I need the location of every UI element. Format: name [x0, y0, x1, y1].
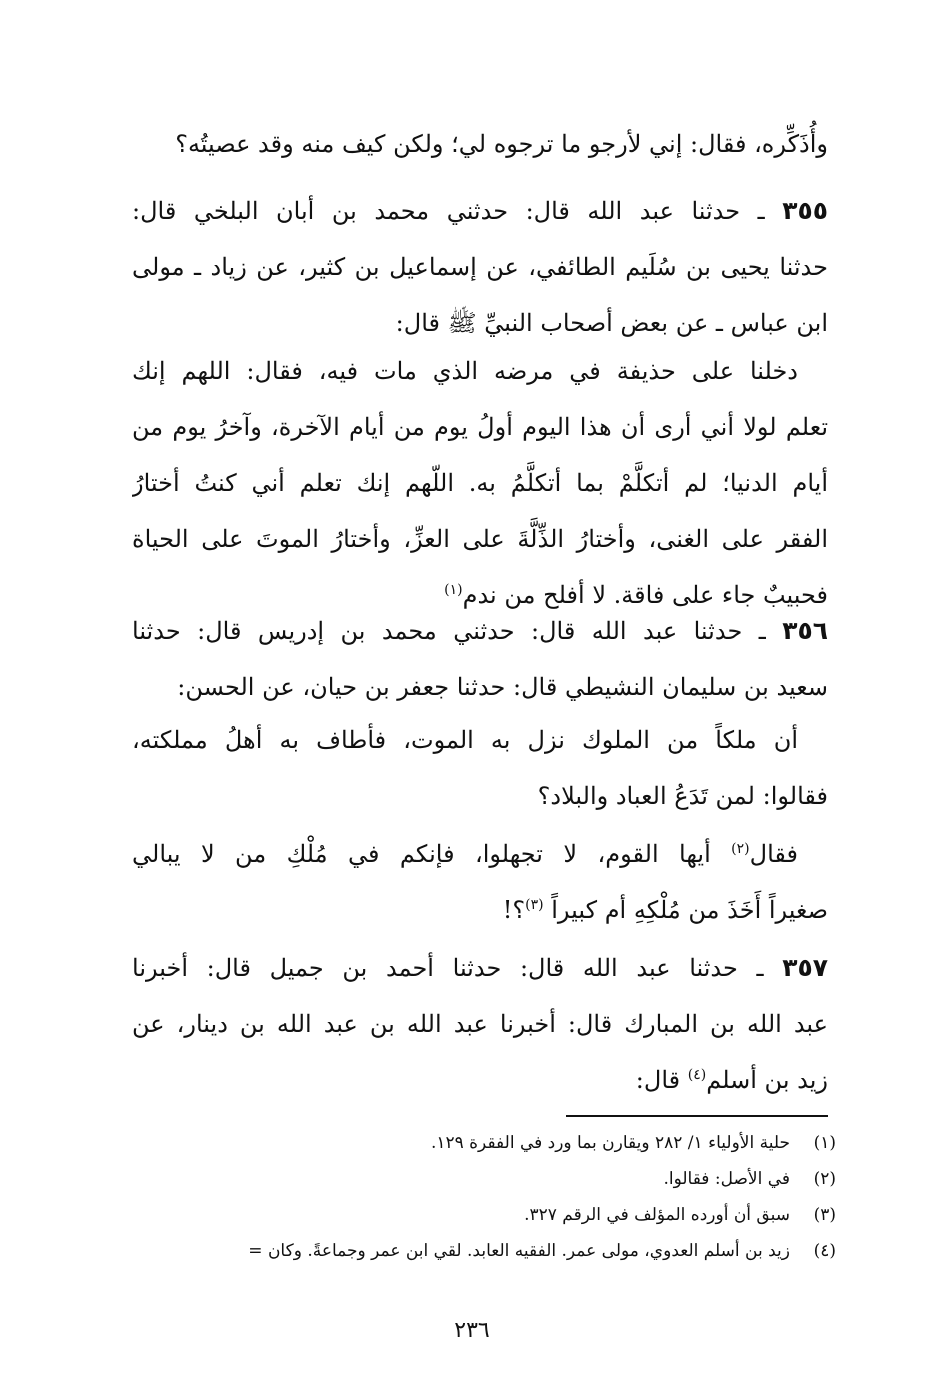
footnote — [110, 1233, 836, 1269]
footnote-text: زيد بن أسلم العدوي، مولى عمر. الفقيه العابد. لقي ابن عمر وجماعةً. وكان = — [248, 1241, 790, 1261]
text-line: عبد الله بن المبارك قال: أخبرنا عبد الله بن عبد الله بن دينار، عن — [132, 1010, 828, 1038]
entry-number: ٣٥٥ — [782, 196, 828, 225]
text-356a — [132, 712, 828, 824]
entry-number: ٣٥٧ — [782, 953, 828, 982]
text-line — [132, 1052, 828, 1108]
text-line: الفقر على الغنى، وأختارُ الذِّلَّةَ على العزِّ، وأختارُ الموتَ على الحياة — [132, 525, 828, 553]
narration-355 — [132, 183, 828, 351]
text-line: أيام الدنيا؛ لم أتكلَّمْ بما أتكلَّمُ به. اللّهم إنك تعلم أني كنتُ أختارُ — [132, 469, 828, 497]
narration-356 — [132, 603, 828, 715]
text-line — [132, 826, 828, 882]
text-356b — [132, 826, 828, 938]
footnotes — [110, 1125, 836, 1269]
footnote-text: في الأصل: فقالوا. — [663, 1169, 790, 1189]
footnote-mark: (٢) — [813, 1169, 836, 1189]
text-line: دخلنا على حذيفة في مرضه الذي مات فيه، فقال: اللهم إنك — [132, 357, 798, 385]
text-span: زيد بن أسلم — [706, 1066, 828, 1094]
footnote-ref[interactable]: (٣) — [525, 897, 544, 913]
text-line — [132, 940, 828, 996]
text-line: حدثنا يحيى بن سُلَيم الطائفي، عن إسماعيل بن كثير، عن زياد ـ مولى — [132, 253, 828, 281]
footnote-mark: (٣) — [813, 1205, 836, 1225]
footnote-text: سبق أن أورده المؤلف في الرقم ٣٢٧. — [524, 1205, 790, 1225]
text-span: أيها القوم، لا تجهلوا، فإنكم في مُلْكِ من لا يبالي — [132, 840, 711, 868]
text-span: ؟! — [502, 896, 526, 924]
footnote-separator — [566, 1115, 828, 1117]
footnote-mark: (٤) — [813, 1241, 836, 1261]
text-span: فحبيبٌ جاء على فاقة. لا أفلح من ندم — [462, 581, 828, 609]
text-line — [132, 183, 828, 239]
entry-number: ٣٥٦ — [782, 616, 828, 645]
footnote-mark: (١) — [813, 1133, 836, 1153]
paragraph-continuation — [132, 116, 828, 172]
text-line: وأُذَكِّره، فقال: إني لأرجو ما ترجوه لي؛ ولكن كيف منه وقد عصيتُه؟ — [175, 130, 828, 158]
text-line: فقالوا: لمن تَدَعُ العباد والبلاد؟ — [537, 782, 828, 810]
text-span: فقال — [749, 840, 798, 868]
page-number: ٢٣٦ — [454, 1318, 490, 1343]
text-span: صغيراً أَخَذَ من مُلْكِهِ أم كبيراً — [551, 896, 828, 924]
text-line: أن ملكاً من الملوك نزل به الموت، فأطاف به أهلُ مملكته، — [132, 726, 798, 754]
text-span: قال: — [635, 1066, 681, 1094]
footnote-ref[interactable]: (٢) — [731, 841, 750, 857]
text-line — [132, 882, 828, 938]
footnote — [110, 1125, 836, 1161]
footnote-text: حلية الأولياء ١/ ٢٨٢ ويقارن بما ورد في الفقرة ١٢٩. — [430, 1133, 790, 1153]
text-span: ـ حدثنا عبد الله قال: حدثني محمد بن أبان البلخي قال: — [132, 197, 765, 225]
text-line — [132, 603, 828, 659]
text-355 — [132, 343, 828, 623]
footnote — [110, 1161, 836, 1197]
footnote-ref[interactable]: (٤) — [687, 1067, 707, 1083]
text-line: تعلم لولا أني أرى أن هذا اليوم أولُ يوم من أيام الآخرة، وآخرُ يوم من — [132, 413, 828, 441]
text-span: ـ حدثنا عبد الله قال: حدثني محمد بن إدريس قال: حدثنا — [132, 617, 766, 645]
text-line: سعيد بن سليمان النشيطي قال: حدثنا جعفر بن حيان، عن الحسن: — [177, 673, 828, 701]
footnote-ref[interactable]: (١) — [444, 582, 463, 598]
narration-357 — [132, 940, 828, 1108]
footnote — [110, 1197, 836, 1233]
text-span: ـ حدثنا عبد الله قال: حدثنا أحمد بن جميل قال: أخبرنا — [132, 954, 764, 982]
text-line: ابن عباس ـ عن بعض أصحاب النبيِّ ﷺ قال: — [395, 309, 828, 337]
